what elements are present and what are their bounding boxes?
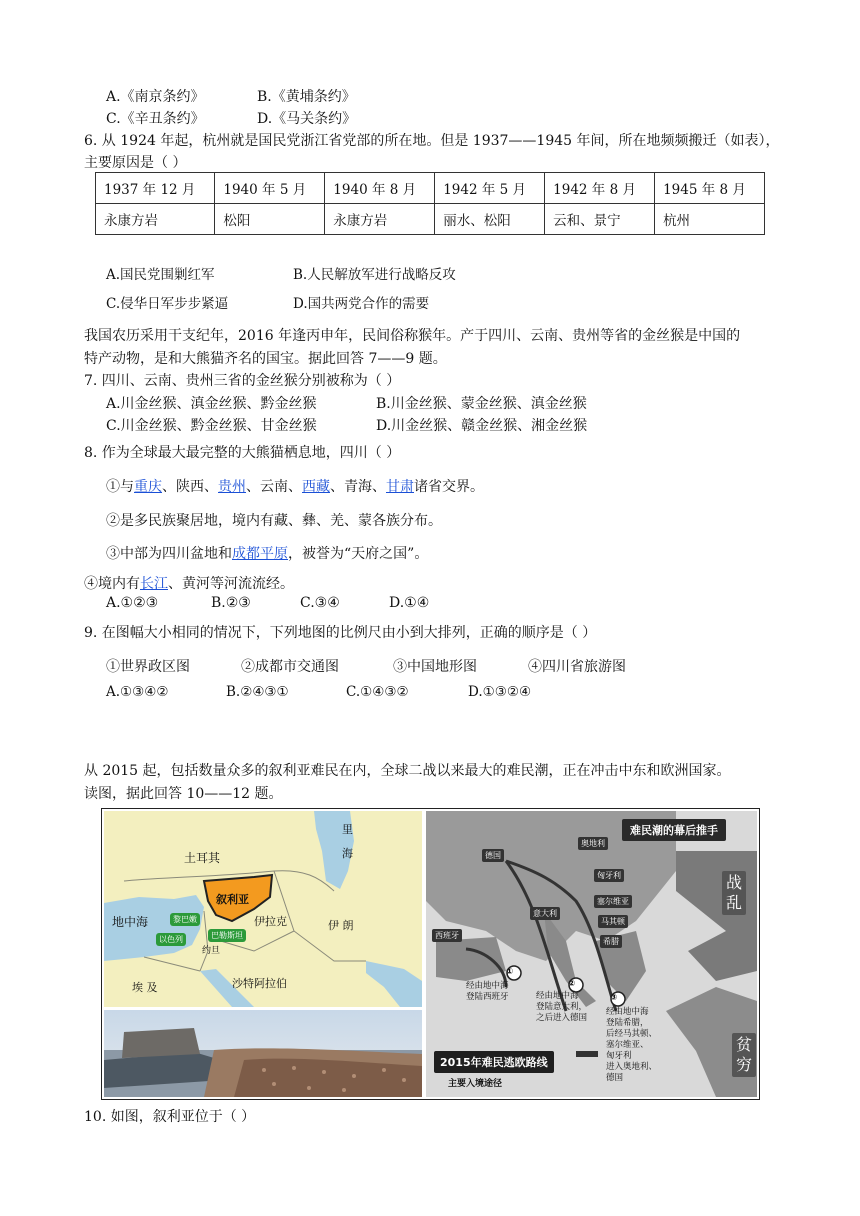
statement-text: ①与 <box>106 479 134 495</box>
q9-item-2: ②成都市交通图 <box>241 659 339 675</box>
q9-option-d: D.①③②④ <box>468 684 532 700</box>
q7-option-b: B.川金丝猴、蒙金丝猴、滇金丝猴 <box>376 396 587 412</box>
q7-option-c: C.川金丝猴、黔金丝猴、甘金丝猴 <box>106 418 317 434</box>
middle-east-map <box>104 811 422 1007</box>
link-guizhou[interactable]: 贵州 <box>218 479 246 495</box>
route-2-text: 经由地中海 登陆意大利， 之后进入德国 <box>536 991 588 1023</box>
table-cell: 云和、景宁 <box>545 204 655 235</box>
table-cell: 1942 年 5 月 <box>435 173 545 204</box>
label-caspian-hai: 海 <box>342 847 353 860</box>
route-3-number: ③ <box>610 993 618 1003</box>
table-cell: 1937 年 12 月 <box>96 173 215 204</box>
label-war: 战 乱 <box>722 871 746 915</box>
intro-7-9-line2: 特产动物，是和大熊猫齐名的国宝。据此回答 7——9 题。 <box>84 351 447 367</box>
q9-option-c: C.①④③② <box>346 684 409 700</box>
table-cell: 松阳 <box>215 204 325 235</box>
q10-stem: 10. 如图，叙利亚位于（ ） <box>84 1109 256 1125</box>
label-poverty: 贫 穷 <box>732 1033 756 1077</box>
refugee-routes-map <box>426 811 757 1097</box>
label-serbia: 塞尔维亚 <box>594 895 632 908</box>
map-title: 难民潮的幕后推手 <box>622 819 726 841</box>
route-1-number: ① <box>506 967 514 977</box>
label-austria: 奥地利 <box>578 837 608 850</box>
q6-option-d: D.国共两党合作的需要 <box>293 296 430 312</box>
link-xizang[interactable]: 西藏 <box>302 479 330 495</box>
label-egypt: 埃 及 <box>132 981 158 994</box>
label-macedonia: 马其顿 <box>598 915 628 928</box>
label-syria: 叙利亚 <box>216 893 249 906</box>
label-palestine: 巴勒斯坦 <box>208 929 246 942</box>
table-cell: 杭州 <box>655 204 765 235</box>
table-row-dates <box>96 173 765 204</box>
q5-option-b: B.《黄埔条约》 <box>257 89 356 105</box>
q9-item-4: ④四川省旅游图 <box>528 659 626 675</box>
label-mediterranean: 地中海 <box>112 915 149 929</box>
intro-10-12-line2: 读图，据此回答 10——12 题。 <box>84 786 283 802</box>
statement-text: 、陕西、 <box>162 479 218 495</box>
link-chengdu-plain[interactable]: 成都平原 <box>232 546 288 562</box>
label-saudi-arabia: 沙特阿拉伯 <box>232 977 287 990</box>
q8-option-a: A.①②③ <box>106 595 159 611</box>
q8-statement-2: ②是多民族聚居地，境内有藏、彝、羌、蒙各族分布。 <box>106 513 442 529</box>
table-cell: 永康方岩 <box>96 204 215 235</box>
table-cell: 1940 年 8 月 <box>325 173 435 204</box>
statement-text: 、青海、 <box>330 479 386 495</box>
q9-item-1: ①世界政区图 <box>106 659 190 675</box>
label-italy: 意大利 <box>530 907 560 920</box>
label-jordan: 约旦 <box>202 946 221 956</box>
label-spain: 西班牙 <box>432 929 462 942</box>
label-israel: 以色列 <box>156 933 186 946</box>
q9-option-b: B.②④③① <box>226 684 289 700</box>
routes-banner: 2015年难民逃欧路线 <box>434 1051 554 1073</box>
table-cell: 1940 年 5 月 <box>215 173 325 204</box>
q7-option-d: D.川金丝猴、赣金丝猴、湘金丝猴 <box>376 418 588 434</box>
refugee-figure <box>101 808 760 1100</box>
q8-statement-4 <box>84 573 294 593</box>
label-germany: 德国 <box>482 849 504 862</box>
table-cell: 1942 年 8 月 <box>545 173 655 204</box>
q8-option-c: C.③④ <box>300 595 340 611</box>
label-iraq: 伊拉克 <box>254 915 287 928</box>
refugee-boat-image <box>104 1010 422 1097</box>
statement-text: 诸省交界。 <box>414 479 484 495</box>
q7-option-a: A.川金丝猴、滇金丝猴、黔金丝猴 <box>106 396 317 412</box>
link-changjiang[interactable]: 长江 <box>140 576 168 592</box>
q6-option-b: B.人民解放军进行战略反攻 <box>293 267 456 283</box>
label-lebanon: 黎巴嫩 <box>170 913 200 926</box>
q8-statement-1 <box>106 476 484 496</box>
q8-statement-3 <box>106 543 428 563</box>
q8-option-b: B.②③ <box>211 595 251 611</box>
q8-stem: 8. 作为全球最大最完整的大熊猫栖息地，四川（ ） <box>84 445 401 461</box>
refugee-boat-photo <box>104 1010 422 1097</box>
label-turkey: 土耳其 <box>184 851 221 865</box>
table-row-places <box>96 204 765 235</box>
statement-text: ④境内有 <box>84 576 140 592</box>
statement-text: 、黄河等河流流经。 <box>168 576 294 592</box>
routes-legend: 主要入境途径 <box>448 1079 503 1089</box>
intro-10-12-line1: 从 2015 起，包括数量众多的叙利亚难民在内，全球二战以来最大的难民潮，正在冲击中东和欧洲国家。 <box>84 763 731 779</box>
table-cell: 永康方岩 <box>325 204 435 235</box>
q8-option-d: D.①④ <box>389 595 430 611</box>
q6-relocation-table <box>95 172 765 235</box>
label-caspian-li: 里 <box>342 823 353 836</box>
q9-item-3: ③中国地形图 <box>393 659 477 675</box>
table-cell: 1945 年 8 月 <box>655 173 765 204</box>
q7-stem: 7. 四川、云南、贵州三省的金丝猴分别被称为（ ） <box>84 373 401 389</box>
intro-7-9-line1: 我国农历采用干支纪年，2016 年逢丙申年，民间俗称猴年。产于四川、云南、贵州等省的金丝猴是中国的 <box>84 328 741 344</box>
q5-option-d: D.《马关条约》 <box>257 111 357 127</box>
label-hungary: 匈牙利 <box>594 869 624 882</box>
q9-option-a: A.①③④② <box>106 684 169 700</box>
route-2-number: ② <box>568 979 576 989</box>
q6-stem-line2: 主要原因是（ ） <box>84 155 187 171</box>
label-iran: 伊 朗 <box>328 919 354 932</box>
q6-stem-line1: 6. 从 1924 年起，杭州就是国民党浙江省党部的所在地。但是 1937——1945 年间，所在地频频搬迁（如表）， <box>84 133 780 149</box>
table-cell: 丽水、松阳 <box>435 204 545 235</box>
q6-option-c: C.侵华日军步步紧逼 <box>106 296 229 312</box>
statement-text: ③中部为四川盆地和 <box>106 546 232 562</box>
route-1-text: 经由地中海 登陆西班牙 <box>466 981 509 1002</box>
q5-option-c: C.《辛丑条约》 <box>106 111 205 127</box>
link-chongqing[interactable]: 重庆 <box>134 479 162 495</box>
statement-text: ，被誉为“天府之国”。 <box>288 546 429 562</box>
label-greece: 希腊 <box>600 935 622 948</box>
link-gansu[interactable]: 甘肃 <box>386 479 414 495</box>
q6-option-a: A.国民党围剿红军 <box>106 267 215 283</box>
q5-option-a: A.《南京条约》 <box>106 89 205 105</box>
q9-stem: 9. 在图幅大小相同的情况下，下列地图的比例尺由小到大排列，正确的顺序是（ ） <box>84 625 597 641</box>
route-3-text: 经由地中海 登陆希腊， 后经马其顿、 塞尔维亚、 匈牙利 进入奥地利、 德国 <box>606 1007 658 1083</box>
statement-text: 、云南、 <box>246 479 302 495</box>
